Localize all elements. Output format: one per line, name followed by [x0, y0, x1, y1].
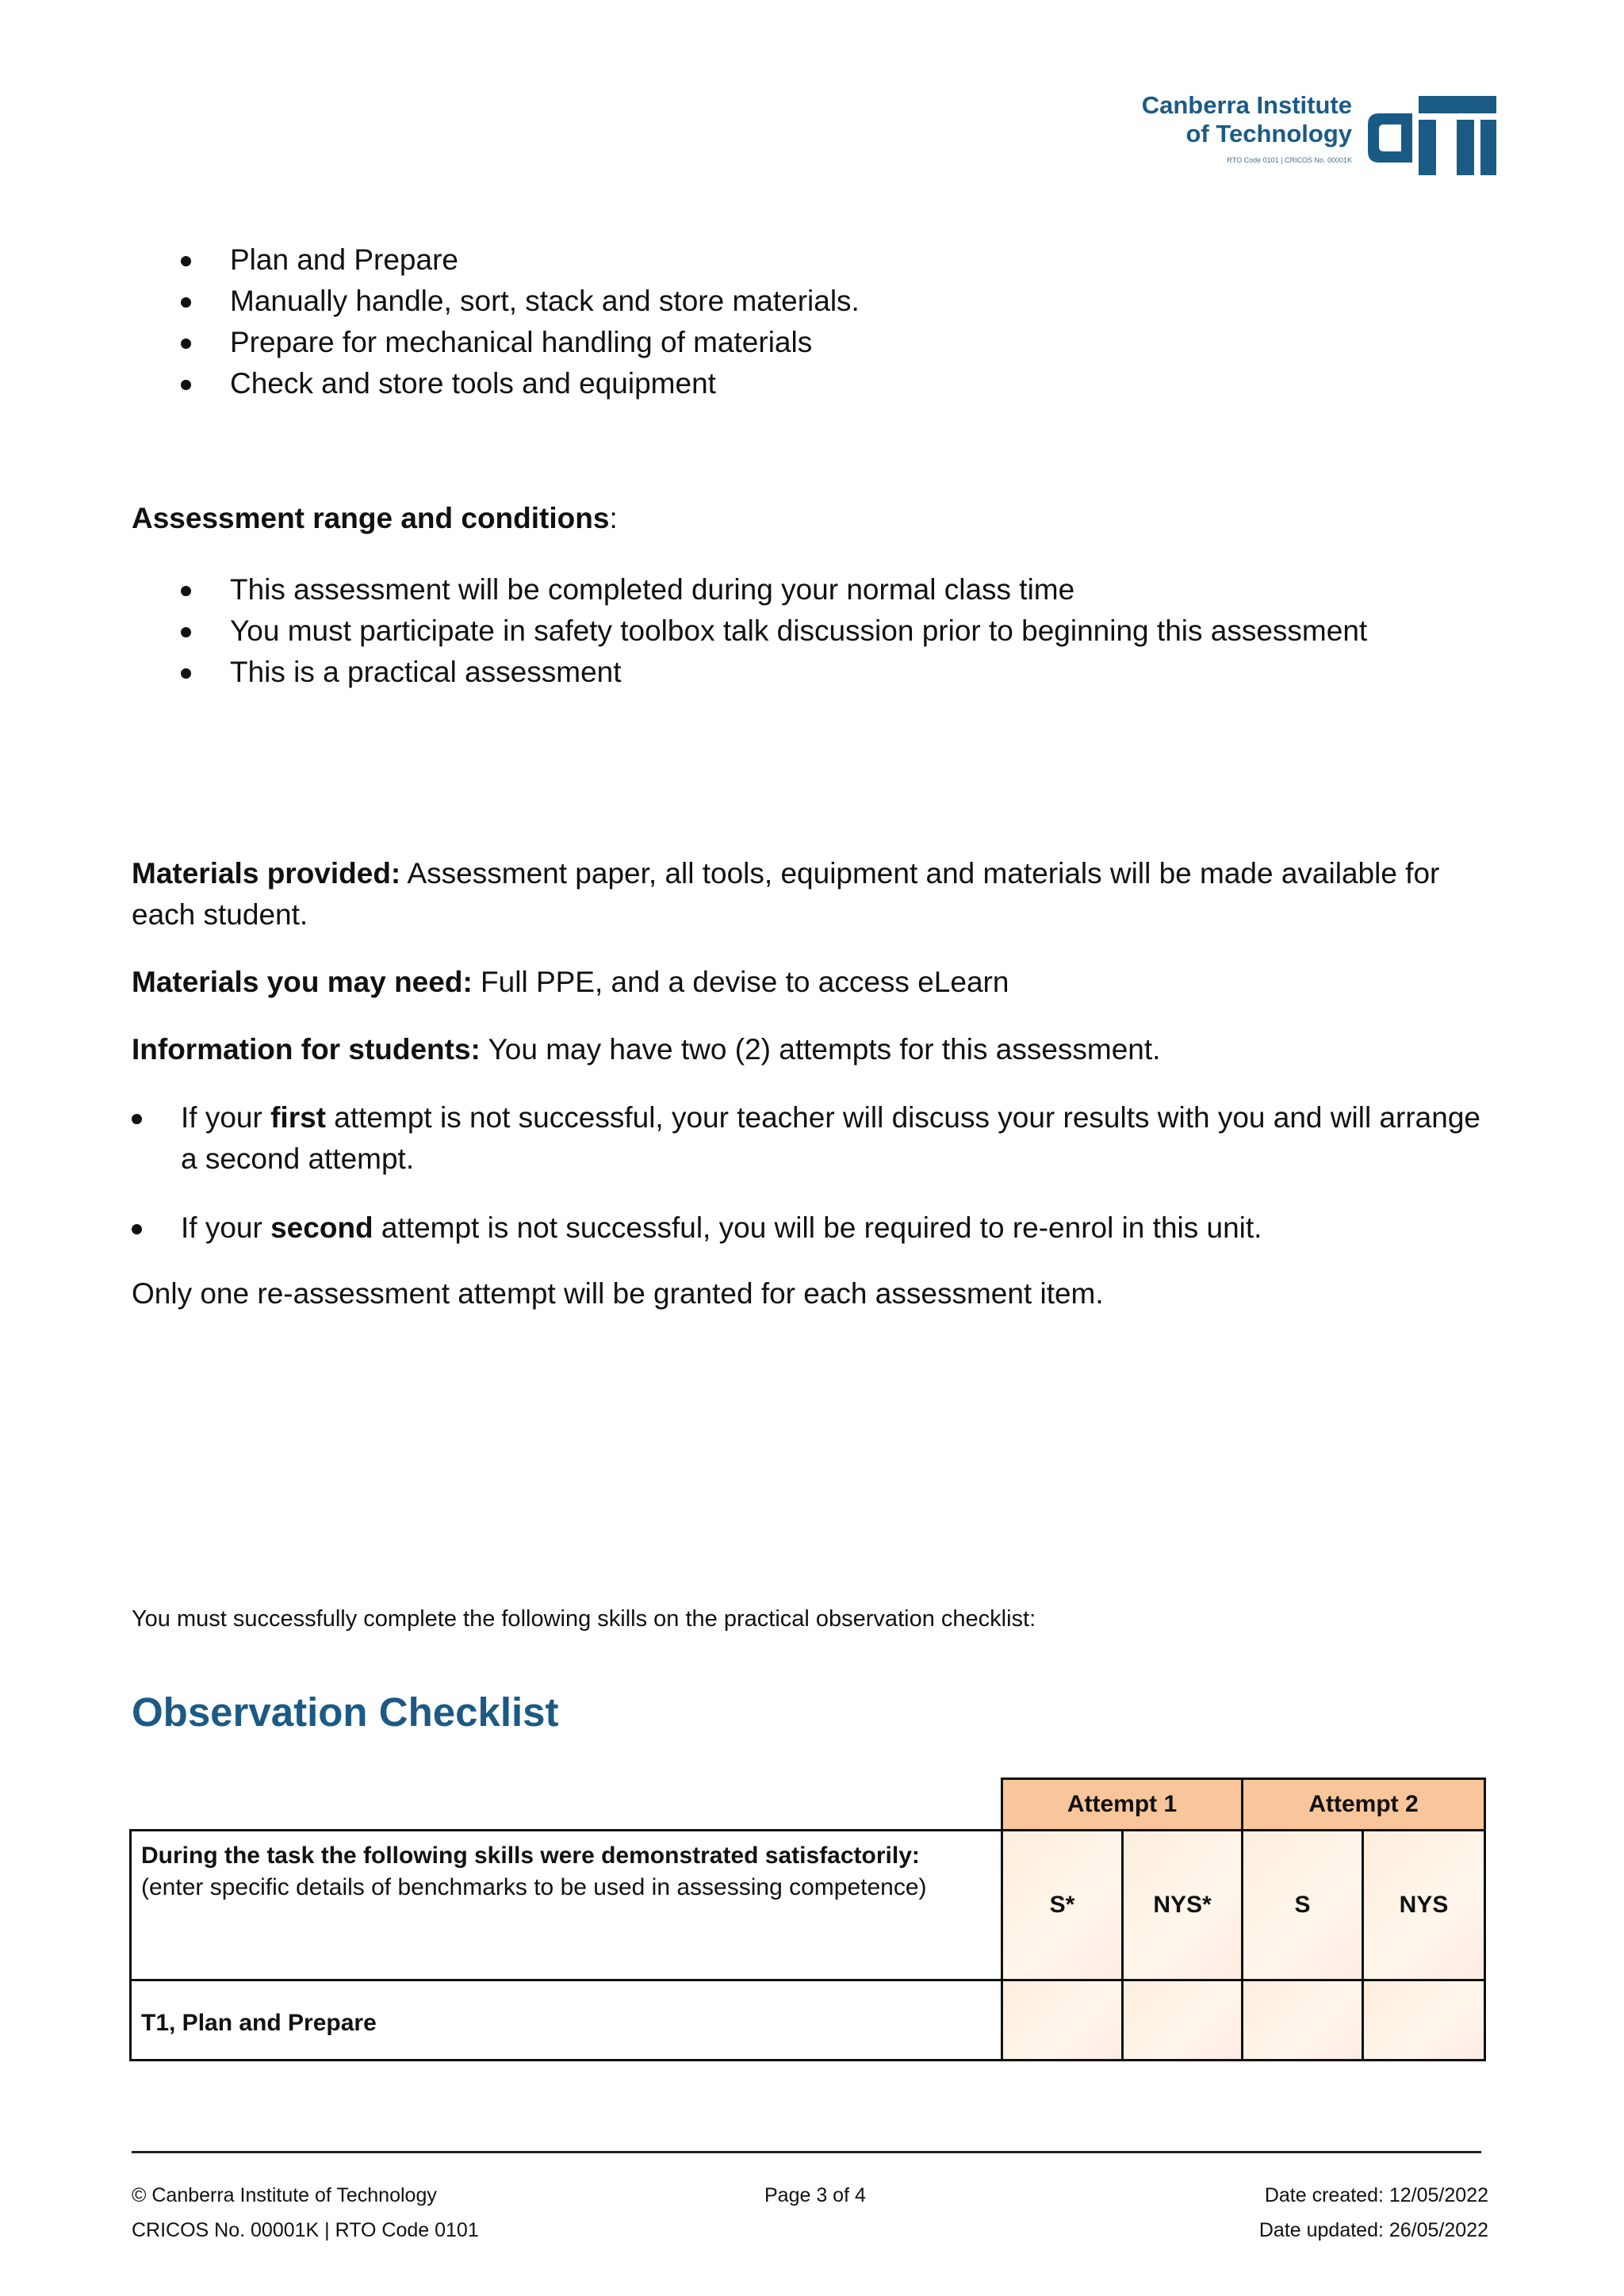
bullet-icon	[132, 1114, 142, 1124]
footer-page-number: Page 3 of 4	[764, 2184, 866, 2206]
col-header-nys-attempt-2: NYS	[1362, 1829, 1486, 1981]
skills-heading-cell	[129, 1829, 1003, 1981]
bullet-icon	[132, 1224, 142, 1234]
logo-small-print: RTO Code 0101 | CRICOS No. 00001K	[1227, 156, 1352, 164]
page-title: Observation Checklist	[132, 1689, 559, 1735]
col-header-s-attempt-1: S*	[1001, 1829, 1124, 1981]
bullet-icon	[181, 256, 191, 266]
logo-line-1: Canberra Institute	[1141, 91, 1352, 119]
materials-provided: Materials provided: Assessment paper, all tools, equipment and materials will be made available for each student.	[132, 857, 1440, 931]
attempt-1-header: Attempt 1	[1001, 1777, 1243, 1831]
bullet-icon	[181, 297, 191, 308]
list-item: This assessment will be completed during your normal class time	[230, 569, 1367, 610]
checkbox-cell-s-attempt-1[interactable]	[1001, 1979, 1124, 2061]
range-heading: Assessment range and conditions:	[132, 502, 618, 534]
task-label: T1, Plan and Prepare	[141, 2010, 377, 2036]
list-item: If your second attempt is not successful, you will be required to re-enrol in this unit.	[181, 1207, 1489, 1249]
cit-logo	[1114, 91, 1496, 180]
list-item: Plan and Prepare	[230, 239, 860, 281]
footer-date-created: Date created: 12/05/2022	[1264, 2184, 1488, 2206]
attempt-bullet-list	[181, 1097, 1489, 1180]
attempt-2-header: Attempt 2	[1241, 1777, 1486, 1831]
list-item: You must participate in safety toolbox talk discussion prior to beginning this assessment	[230, 610, 1367, 652]
logo-text	[1142, 91, 1352, 164]
skills-heading: During the task the following skills were demonstrated satisfactorily:	[141, 1843, 920, 1869]
skills-subheading: (enter specific details of benchmarks to be used in assessing competence)	[141, 1874, 927, 1900]
bullet-icon	[181, 627, 191, 637]
list-item: Manually handle, sort, stack and store materials.	[230, 281, 860, 322]
col-header-s-attempt-2: S	[1241, 1829, 1364, 1981]
range-bullet-list	[230, 569, 1367, 693]
list-item: This is a practical assessment	[230, 652, 1367, 693]
checkbox-cell-nys-attempt-2[interactable]	[1362, 1979, 1486, 2061]
bullet-icon	[181, 380, 191, 390]
footer-divider	[132, 2151, 1481, 2153]
materials-need: Materials you may need: Full PPE, and a devise to access eLearn	[132, 966, 1009, 998]
footer-cricos: CRICOS No. 00001K | RTO Code 0101	[132, 2219, 479, 2241]
cit-logo-mark-icon	[1362, 96, 1496, 175]
checkbox-cell-s-attempt-2[interactable]	[1241, 1979, 1364, 2061]
logo-line-2: of Technology	[1185, 120, 1352, 147]
list-item: If your first attempt is not successful, your teacher will discuss your results with you and will arrange a second attempt.	[181, 1097, 1489, 1180]
checklist-intro: You must successfully complete the following skills on the practical observation checklist:	[132, 1606, 1036, 1632]
bullet-icon	[181, 339, 191, 349]
intro-bullet-list	[230, 239, 860, 404]
attempt-bullet-list-2	[181, 1207, 1489, 1249]
footer-copyright: © Canberra Institute of Technology	[132, 2184, 437, 2206]
information-for-students: Information for students: You may have two (2) attempts for this assessment.	[132, 1033, 1161, 1066]
list-item: Check and store tools and equipment	[230, 363, 860, 404]
list-item: Prepare for mechanical handling of materials	[230, 322, 860, 363]
bullet-icon	[181, 668, 191, 679]
checkbox-cell-nys-attempt-1[interactable]	[1121, 1979, 1243, 2061]
table-row	[129, 1979, 1003, 2061]
reassessment-note: Only one re-assessment attempt will be granted for each assessment item.	[132, 1277, 1104, 1310]
bullet-icon	[181, 586, 191, 596]
col-header-nys-attempt-1: NYS*	[1121, 1829, 1243, 1981]
footer-date-updated: Date updated: 26/05/2022	[1258, 2219, 1488, 2241]
